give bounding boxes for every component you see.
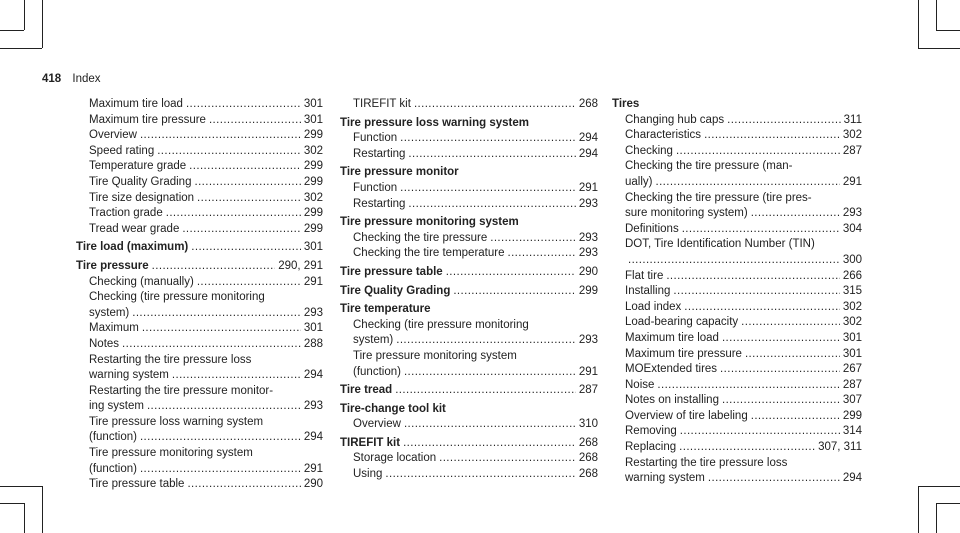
entry-label: Tread wear grade	[89, 222, 180, 235]
index-main-entry	[76, 240, 323, 256]
entry-label: Overview	[353, 418, 401, 431]
dot-leader	[684, 300, 840, 316]
page-reference: 267	[842, 363, 862, 376]
index-main-entry	[340, 165, 598, 181]
index-sub-entry	[612, 128, 862, 144]
entry-label: Definitions	[625, 222, 679, 235]
dot-leader	[414, 97, 576, 113]
index-main-entry	[340, 215, 598, 231]
page-header	[42, 73, 101, 85]
index-entry-continuation: Restarting the tire pressure monitor-	[89, 384, 274, 397]
index-entry-continuation: Checking (tire pressure monitoring	[89, 291, 265, 304]
dot-leader	[400, 131, 576, 147]
entry-label: Tire Quality Grading	[340, 284, 451, 297]
dot-leader	[142, 321, 301, 337]
crop-mark	[936, 503, 960, 504]
index-sub-entry	[76, 206, 323, 222]
index-sub-entry	[340, 333, 598, 349]
entry-label: (function)	[89, 431, 137, 444]
index-main-entry	[76, 259, 323, 275]
crop-mark	[936, 503, 937, 533]
page-reference: 268	[578, 436, 598, 449]
index-sub-entry	[612, 269, 862, 285]
page-reference: 287	[842, 378, 862, 391]
index-sub-entry	[76, 430, 323, 446]
entry-label: system)	[89, 306, 130, 319]
page-reference: 290	[578, 265, 598, 278]
dot-leader	[722, 393, 840, 409]
index-sub-entry	[340, 231, 598, 247]
index-main-entry	[340, 402, 598, 418]
entry-label: Changing hub caps	[625, 113, 725, 126]
dot-leader	[720, 362, 840, 378]
index-sub-entry	[76, 191, 323, 207]
index-main-entry	[612, 97, 862, 113]
entry-label: Checking the tire temperature	[353, 247, 505, 260]
dot-leader	[679, 440, 815, 456]
page-reference: 290	[303, 478, 323, 491]
entry-label: Maximum tire pressure	[625, 347, 742, 360]
index-sub-entry	[612, 253, 862, 269]
dot-leader	[439, 451, 576, 467]
dot-leader	[727, 113, 841, 129]
entry-label: Load-bearing capacity	[625, 316, 739, 329]
index-sub-entry	[340, 97, 598, 113]
dot-leader	[194, 175, 300, 191]
index-sub-entry	[612, 206, 862, 222]
entry-label: Checking the tire pressure	[353, 231, 488, 244]
entry-label: Replacing	[625, 441, 677, 454]
crop-mark	[918, 486, 960, 487]
index-sub-entry	[612, 347, 862, 363]
index-sub-entry	[340, 147, 598, 163]
index-sub-entry	[612, 175, 862, 191]
page-reference: 291	[842, 175, 862, 188]
entry-label: Tire load (maximum)	[76, 241, 189, 254]
page-reference: 314	[842, 425, 862, 438]
crop-mark	[42, 486, 43, 533]
entry-label: Traction grade	[89, 207, 163, 220]
entry-label: Storage location	[353, 452, 437, 465]
dot-leader	[385, 467, 575, 483]
index-entry-continuation: Checking the tire pressure (man-	[625, 160, 793, 173]
index-sub-entry	[340, 451, 598, 467]
entry-label: Tire pressure monitor	[340, 166, 459, 179]
entry-label: Maximum tire load	[625, 331, 719, 344]
index-sub-entry	[76, 275, 323, 291]
dot-leader	[722, 331, 840, 347]
entry-label: Overview of tire labeling	[625, 409, 748, 422]
page-reference: 311	[843, 113, 862, 126]
entry-label: Notes	[89, 337, 120, 350]
page-reference: 294	[303, 369, 323, 382]
index-sub-entry	[612, 409, 862, 425]
crop-mark	[42, 0, 43, 48]
index-sub-entry	[76, 477, 323, 493]
index-sub-entry	[340, 467, 598, 483]
dot-leader	[741, 315, 840, 331]
entry-label: ing system	[89, 400, 144, 413]
entry-label: Load index	[625, 300, 682, 313]
index-sub-entry	[340, 365, 598, 381]
page-reference: 294	[578, 147, 598, 160]
crop-mark	[936, 0, 937, 30]
dot-leader	[751, 409, 840, 425]
dot-leader	[396, 333, 576, 349]
index-main-entry	[340, 284, 598, 300]
index-entry-continuation: Tire pressure loss warning system	[89, 415, 264, 428]
page-reference: 293	[842, 207, 862, 220]
dot-leader	[147, 399, 301, 415]
index-sub-entry	[76, 222, 323, 238]
page-reference: 266	[842, 269, 862, 282]
entry-label: Using	[353, 468, 383, 481]
dot-leader	[453, 284, 575, 300]
index-column-2	[340, 97, 598, 483]
entry-label: Tire Quality Grading	[89, 175, 192, 188]
page-reference: 301	[303, 98, 323, 110]
index-sub-entry	[612, 300, 862, 316]
dot-leader	[140, 430, 301, 446]
dot-leader	[132, 306, 301, 322]
crop-mark	[918, 486, 919, 533]
entry-label: Restarting	[353, 197, 406, 210]
entry-label: Restarting	[353, 147, 406, 160]
crop-mark	[0, 30, 24, 31]
page-reference: 299	[842, 409, 862, 422]
dot-leader	[197, 275, 301, 291]
dot-leader	[446, 265, 576, 281]
dot-leader	[395, 383, 576, 399]
page-reference: 299	[303, 160, 323, 173]
index-sub-entry	[76, 368, 323, 384]
index-entry-continuation: Checking the tire pressure (tire pres-	[625, 191, 812, 204]
page-reference: 287	[578, 384, 598, 397]
index-sub-entry	[76, 159, 323, 175]
index-main-entry	[340, 436, 598, 452]
index-column-1	[76, 97, 323, 493]
dot-leader	[745, 347, 840, 363]
entry-label: Installing	[625, 285, 671, 298]
page-reference: 299	[303, 129, 323, 142]
index-sub-entry	[612, 440, 862, 456]
entry-label: Tires	[612, 98, 640, 110]
entry-label: Tire size designation	[89, 191, 195, 204]
entry-label: Checking (manually)	[89, 275, 194, 288]
page-reference: 301	[842, 347, 862, 360]
dot-leader	[404, 417, 576, 433]
crop-mark	[0, 486, 42, 487]
index-sub-entry	[76, 144, 323, 160]
entry-label: Speed rating	[89, 144, 155, 157]
dot-leader	[172, 368, 301, 384]
page-reference: 310	[578, 418, 598, 431]
index-entry-continuation: Tire pressure monitoring system	[353, 349, 517, 362]
page-reference: 301	[303, 241, 323, 254]
entry-label: TIREFIT kit	[353, 98, 411, 110]
dot-leader	[708, 471, 840, 487]
page-reference: 307, 311	[818, 441, 862, 454]
index-sub-entry	[340, 131, 598, 147]
index-entry-continuation: Restarting the tire pressure loss	[89, 353, 252, 366]
page-reference: 294	[578, 132, 598, 145]
page-reference: 302	[842, 129, 862, 142]
page-reference: 299	[303, 207, 323, 220]
page-reference: 315	[842, 285, 862, 298]
index-sub-entry	[76, 97, 323, 113]
entry-label: sure monitoring system)	[625, 207, 748, 220]
dot-leader	[666, 269, 839, 285]
index-column-3	[612, 97, 862, 487]
page-reference: 301	[303, 113, 323, 126]
index-sub-entry	[76, 337, 323, 353]
page-reference: 291	[578, 365, 598, 378]
dot-leader	[682, 222, 840, 238]
index-sub-entry	[612, 393, 862, 409]
entry-label: Notes on installing	[625, 394, 719, 407]
index-entry-continuation: DOT, Tire Identification Number (TIN)	[625, 238, 815, 251]
dot-leader	[751, 206, 840, 222]
entry-label: Tire-change tool kit	[340, 402, 446, 415]
crop-mark	[918, 0, 919, 48]
dot-leader	[189, 159, 301, 175]
index-sub-entry	[76, 175, 323, 191]
crop-mark	[24, 503, 25, 533]
dot-leader	[508, 246, 576, 262]
dot-leader	[187, 477, 300, 493]
index-sub-entry	[340, 417, 598, 433]
page-reference: 302	[842, 300, 862, 313]
entry-label: Checking	[625, 144, 673, 157]
dot-leader	[197, 191, 301, 207]
entry-label: Tire pressure monitoring system	[340, 216, 519, 229]
page-reference: 291	[578, 181, 598, 194]
page-reference: 290, 291	[278, 259, 323, 272]
page-reference: 299	[578, 284, 598, 297]
dot-leader	[655, 175, 839, 191]
index-sub-entry	[76, 128, 323, 144]
entry-label: MOExtended tires	[625, 363, 718, 376]
dot-leader	[140, 462, 301, 478]
index-main-entry	[340, 302, 598, 318]
entry-label: (function)	[353, 365, 401, 378]
entry-label: Tire pressure	[76, 259, 149, 272]
index-entry-continuation: Checking (tire pressure monitoring	[353, 318, 529, 331]
entry-label: Function	[353, 132, 398, 145]
page-reference: 300	[842, 253, 862, 266]
page-number: 418	[42, 73, 62, 85]
index-main-entry	[340, 265, 598, 281]
index-sub-entry	[340, 197, 598, 213]
entry-label: Maximum tire load	[89, 98, 183, 110]
index-sub-entry	[340, 246, 598, 262]
page-reference: 294	[303, 431, 323, 444]
crop-mark	[936, 30, 960, 31]
entry-label: Tire temperature	[340, 303, 431, 316]
page-reference: 293	[578, 247, 598, 260]
index-sub-entry	[76, 306, 323, 322]
index-main-entry	[340, 383, 598, 399]
page-reference: 301	[842, 331, 862, 344]
dot-leader	[408, 197, 575, 213]
page-reference: 293	[578, 231, 598, 244]
index-sub-entry	[612, 471, 862, 487]
entry-label: system)	[353, 334, 394, 347]
dot-leader	[166, 206, 301, 222]
dot-leader	[408, 147, 575, 163]
entry-label: Noise	[625, 378, 655, 391]
page-reference: 299	[303, 175, 323, 188]
dot-leader	[191, 240, 301, 256]
entry-label: Temperature grade	[89, 160, 187, 173]
index-entry-continuation: Restarting the tire pressure loss	[625, 456, 788, 469]
index-sub-entry	[612, 378, 862, 394]
entry-label: ually)	[625, 175, 653, 188]
page-reference: 268	[578, 98, 598, 110]
dot-leader	[186, 97, 301, 113]
dot-leader	[657, 378, 839, 394]
dot-leader	[140, 128, 301, 144]
index-sub-entry	[612, 222, 862, 238]
entry-label: Maximum tire pressure	[89, 113, 206, 126]
index-sub-entry	[612, 113, 862, 129]
page-reference: 291	[303, 275, 323, 288]
index-sub-entry	[612, 362, 862, 378]
entry-label: Characteristics	[625, 129, 702, 142]
dot-leader	[152, 259, 276, 275]
dot-leader	[673, 284, 839, 300]
index-sub-entry	[612, 424, 862, 440]
section-title: Index	[72, 73, 101, 85]
crop-mark	[0, 503, 24, 504]
entry-label: Removing	[625, 425, 677, 438]
entry-label: Tire tread	[340, 384, 393, 397]
entry-label: warning system	[625, 472, 705, 485]
index-entry-continuation: Tire pressure monitoring system	[89, 447, 253, 460]
dot-leader	[403, 436, 576, 452]
dot-leader	[400, 181, 576, 197]
page-reference: 288	[303, 337, 323, 350]
page-reference: 302	[303, 191, 323, 204]
index-sub-entry	[76, 399, 323, 415]
index-sub-entry	[340, 181, 598, 197]
entry-label: TIREFIT kit	[340, 436, 401, 449]
dot-leader	[490, 231, 576, 247]
dot-leader	[628, 253, 840, 269]
entry-label: Function	[353, 181, 398, 194]
index-sub-entry	[76, 462, 323, 478]
entry-label: Flat tire	[625, 269, 664, 282]
entry-label: Maximum	[89, 322, 139, 335]
entry-label: (function)	[89, 462, 137, 475]
page-reference: 302	[303, 144, 323, 157]
page-reference: 291	[303, 462, 323, 475]
entry-label: Overview	[89, 129, 137, 142]
page-reference: 293	[303, 306, 323, 319]
dot-leader	[680, 424, 840, 440]
page-reference: 287	[842, 144, 862, 157]
dot-leader	[122, 337, 301, 353]
index-sub-entry	[612, 144, 862, 160]
page-reference: 293	[578, 197, 598, 210]
index-sub-entry	[76, 113, 323, 129]
crop-mark	[0, 48, 42, 49]
entry-label: Tire pressure loss warning system	[340, 116, 529, 129]
dot-leader	[404, 365, 576, 381]
entry-label: Tire pressure table	[340, 265, 443, 278]
entry-label: warning system	[89, 369, 169, 382]
page-reference: 268	[578, 452, 598, 465]
page-reference: 293	[303, 400, 323, 413]
dot-leader	[157, 144, 301, 160]
page-reference: 294	[842, 472, 862, 485]
crop-mark	[24, 0, 25, 30]
page-reference: 301	[303, 322, 323, 335]
index-main-entry	[340, 116, 598, 132]
index-sub-entry	[612, 315, 862, 331]
dot-leader	[676, 144, 840, 160]
page-reference: 307	[842, 394, 862, 407]
dot-leader	[209, 113, 301, 129]
dot-leader	[704, 128, 840, 144]
dot-leader	[182, 222, 300, 238]
page-reference: 268	[578, 468, 598, 481]
index-sub-entry	[76, 321, 323, 337]
page-reference: 302	[842, 316, 862, 329]
index-sub-entry	[612, 284, 862, 300]
page-reference: 293	[578, 334, 598, 347]
page-reference: 304	[842, 222, 862, 235]
index-sub-entry	[612, 331, 862, 347]
crop-mark	[918, 48, 960, 49]
entry-label: Tire pressure table	[89, 478, 185, 491]
page-reference: 299	[303, 222, 323, 235]
